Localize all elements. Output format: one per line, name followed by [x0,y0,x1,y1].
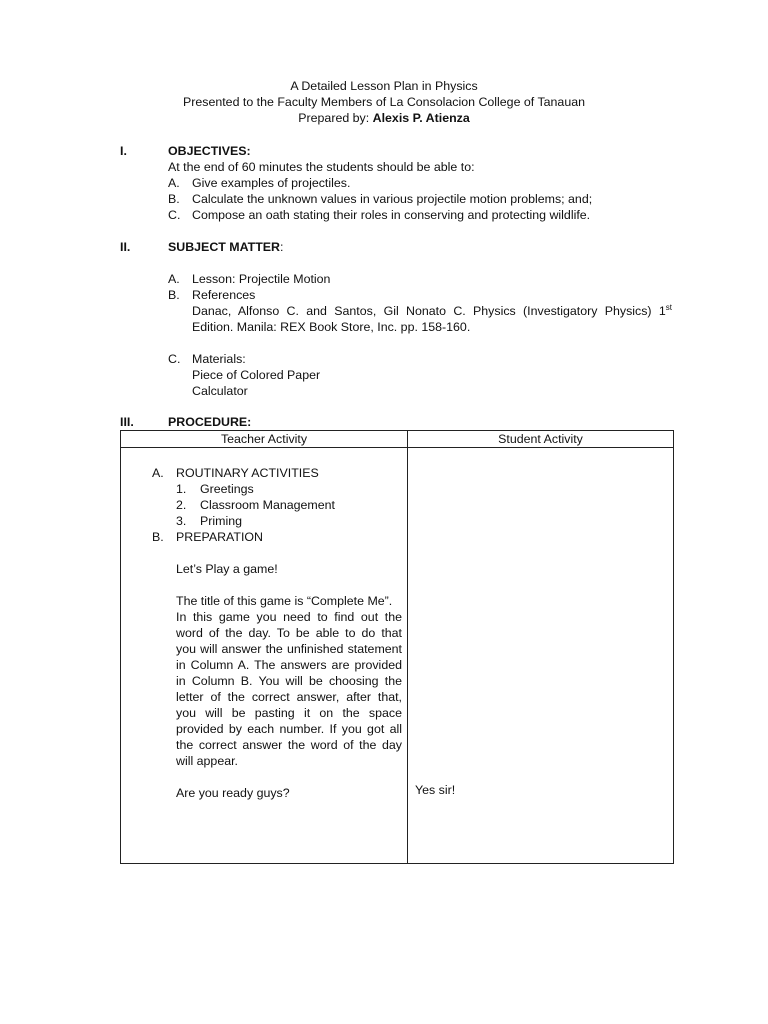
table-row [121,448,674,864]
document-header [0,78,768,126]
procedure-table [120,430,674,864]
materials-item: C. Materials: [168,352,246,366]
student-activity-header: Student Activity [408,431,674,448]
routine-item: 3. Priming [176,514,242,528]
routine-item: 1. Greetings [176,482,254,496]
section-title: SUBJECT MATTER: [168,240,284,254]
objective-item: B. Calculate the unknown values in various projectile motion problems; and; [168,192,593,206]
table-header-row [121,431,674,448]
objective-item: A. Give examples of projectiles. [168,176,351,190]
objective-item: C. Compose an oath stating their roles in conserving and protecting wildlife. [168,208,591,222]
objectives-section [120,143,672,223]
section-title: PROCEDURE: [168,415,252,429]
student-activity-cell [408,448,674,864]
presented-to-line: Presented to the Faculty Members of La Consolacion College of Tanauan [182,95,586,109]
section-number: I. [120,144,127,158]
material-entry: Piece of Colored Paper [192,368,321,382]
subject-matter-section [120,239,672,399]
procedure-section [120,414,672,430]
objectives-intro: At the end of 60 minutes the students should be able to: [168,160,475,174]
section-number: II. [120,240,131,254]
preparation-heading: B. PREPARATION [152,530,263,544]
routine-item: 2. Classroom Management [176,498,335,512]
section-title: OBJECTIVES: [168,144,251,158]
prepared-by-line [0,110,768,126]
teacher-activity-cell [121,448,408,864]
lets-play-text: Let’s Play a game! [176,562,278,576]
references-item: B. References [168,288,256,302]
lesson-item: A. Lesson: Projectile Motion [168,272,331,286]
student-reply: Yes sir! [415,783,456,797]
document-title: A Detailed Lesson Plan in Physics [290,79,478,93]
prepared-by-label: Prepared by: [298,111,373,125]
material-entry: Calculator [192,384,248,398]
game-instructions: In this game you need to find out the word of the day. To be able to do that you will answer the unfinished statement in Column A. The answers are provided in Column B. You will be choosing the letter of the correct answer, after that, you will be pasting it on the space provided by each number. If you got all the correct answer the word of the day will appear. [176,610,402,768]
author-name: Alexis P. Atienza [372,111,470,125]
teacher-activity-header: Teacher Activity [121,431,408,448]
ready-question: Are you ready guys? [176,786,290,800]
game-title-text: The title of this game is “Complete Me”. [176,594,393,608]
section-number: III. [120,415,134,429]
reference-citation: Danac, Alfonso C. and Santos, Gil Nonato C. Physics (Investigatory Physics) 1st Edition. Manila: REX Book Store, Inc. pp. 158-160. [192,302,672,334]
routinary-heading: A. ROUTINARY ACTIVITIES [152,466,319,480]
